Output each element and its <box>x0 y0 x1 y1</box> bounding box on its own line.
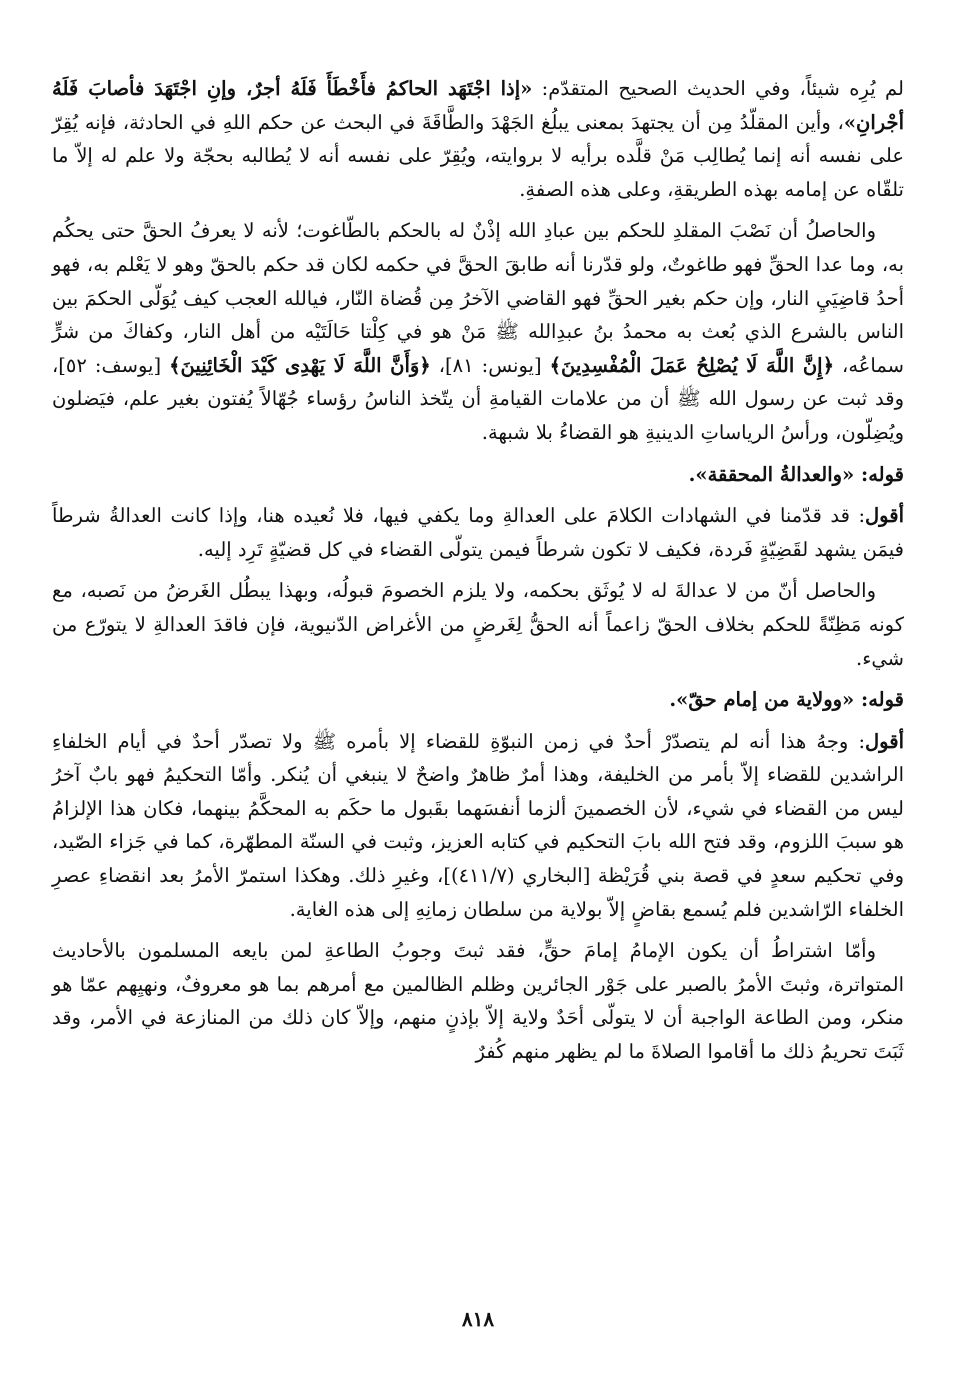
paragraph-1-text-a: لم يُرِه شيئاً، وفي الحديث الصحيح المتقدّم: <box>532 77 904 100</box>
hadith-quote: «إذا اجْتَهَد الحاكمُ فأَخْطَأَ فَلَهُ أجرٌ، وإنِ اجْتَهَدَ فأصابَ فَلَهُ أجْرانِ» <box>52 77 904 134</box>
paragraph-1 <box>52 72 904 206</box>
paragraph-2 <box>52 214 904 449</box>
paragraph-2-text-a: والحاصلُ أن نَصْبَ المقلدِ للحكم بين عبادِ الله إذْنٌ له بالحكم بالطّاغوت؛ لأنه لا يعرفُ الحقَّ حتى يحكُم به، وما عدا الحقِّ فهو طاغوتٌ، ولو قدّرنا أنه طابقَ الحقَّ في حكمه لكان قد حكم بالحقّ وهو لا يَعْلم به، فهو أحدُ قاضِيَيِ النار، وإن حكم بغير الحقِّ فهو القاضي الآخرُ مِن قُضاة النّار، فيالله العجب كيف يُوَلّى الحكمَ بين الناس بالشرع الذي بُعث به محمدُ بنُ عبدِالله ﷺ مَنْ هو في كِلْتا حَالَتَيْه من أهل النار، وكفاكَ من شرٍّ سماعُه، <box>52 219 904 377</box>
paragraph-3-text: : قد قدّمنا في الشهادات الكلامَ على العدالةِ وما يكفي فيها، فلا نُعيده هنا، وإذا كانت العدالةُ شرطاً فيمَن يشهد لقَضِيّةٍ فَردة، فكيف لا تكون شرطاً فيمن يتولّى القضاء في كل قضيّةٍ تَرِد إليه. <box>52 504 904 561</box>
paragraph-2-text-b: [يوسف: ٥٢]، وقد ثبت عن رسول الله ﷺ أن من علامات القيامةِ أن يتّخذ الناسُ رؤساء جُهّالاً يُفتون بغير علم، فيَضلون ويُضِلّون، ورأسُ الرياساتِ الدينيةِ هو القضاءُ بلا شبهة. <box>52 353 904 444</box>
quran-verse-1: ﴿إِنَّ اللَّهَ لَا يُصْلِحُ عَمَلَ الْمُفْسِدِينَ﴾ <box>549 353 835 377</box>
paragraph-1-text-b: ، وأين المقلّدُ مِن أن يجتهدَ بمعنى يبلُغ الجَهْدَ والطَّاقَةَ في البحث عن حكم اللهِ في الحادثة، فإنه يُقِرّ على نفسه أنه إنما يُطالِب مَنْ قلَّده برأيه لا بروايته، ويُقِرّ على نفسه أنه لا يُطالبه بحجّة ولا علم له إلاّ ما تلقّاه عن إمامه بهذه الطريقةِ، وعلى هذه الصفةِ. <box>52 110 904 201</box>
aqulu-label: أقول <box>865 504 904 528</box>
quran-verse-2: ﴿وَأَنَّ اللَّهَ لَا يَهْدِى كَيْدَ الْخَائِنِينَ﴾ <box>169 353 431 377</box>
aqulu-label: أقول <box>865 729 904 753</box>
paragraph-4 <box>52 574 904 675</box>
paragraph-4-text: والحاصل أنّ من لا عدالةَ له لا يُوثَق بحكمه، ولا يلزم الخصومَ قبولُه، وبهذا يبطُل الغَرضُ من نَصبه، مع كونه مَظِنّةً للحكم بخلاف الحقّ زاعماً أنه الحقُّ لِغَرضٍ من الأغراض الدّنيوية، فإن فاقدَ العدالةِ لا يتورّع من شيء. <box>52 579 904 670</box>
page-body <box>52 72 904 1077</box>
paragraph-3 <box>52 499 904 566</box>
paragraph-5-text: : وجهُ هذا أنه لم يتصدّرْ أحدٌ في زمن النبوّةِ للقضاء إلا بأمره ﷺ ولا تصدّر أحدٌ في أيام الخلفاءِ الراشدين للقضاء إلاّ بأمر من الخليفة، وهذا أمرٌ ظاهرٌ واضحٌ لا ينبغي أن يُنكر. وأمّا التحكيمُ فهو بابٌ آخرُ ليس من القضاء في شيء، لأن الخصمينَ ألزما أنفسَهما بقَبول ما حكَم به المحكَّمُ بينهما، فكان هذا الإلزامُ هو سببَ اللزوم، وقد فتح الله بابَ التحكيم في كتابه العزيز، وثبت في السنّة المطهّرة، كما في جَزاء الصّيد، وفي تحكيم سعدٍ في قصة بني قُرَيْظة [البخاري (٤١١/٧)]، وغيرِ ذلك. وهكذا استمرّ الأمرُ بعد انقضاءِ عصرِ الخلفاء الرّاشدين فلم يُسمع بقاضٍ إلاّ بولاية من سلطان زمانِهِ إلى هذه الغاية. <box>52 729 904 921</box>
paragraph-6-text: وأمّا اشتراطُ أن يكون الإمامُ إمامَ حقٍّ، فقد ثبتَ وجوبُ الطاعةِ لمن بايعه المسلمون بالأحاديث المتواترة، وثبتَ الأمرُ بالصبر على جَوْر الجائرين وظلم الظالمين مع أمرهم بما هو معروفٌ، ونهيِهم عمّا هو منكر، ومن الطاعة الواجبة أن لا يتولّى أحَدٌ ولاية إلاّ بإذنٍ منهم، وإلاّ كان ذلك من المنازعة في الأمر، وقد ثَبَتَ تحريمُ ذلك ما أقاموا الصلاةَ ما لم يظهر منهم كُفرٌ <box>52 939 904 1064</box>
paragraph-6 <box>52 934 904 1068</box>
paragraph-5 <box>52 725 904 927</box>
section-heading-1: قوله: «والعدالةُ المحققة». <box>688 462 904 486</box>
section-heading-2: قوله: «وولاية من إمام حقّ». <box>669 688 904 712</box>
page-number: ٨١٨ <box>461 1307 495 1331</box>
verse-reference-1: [يونس: ٨١]، <box>430 353 550 377</box>
